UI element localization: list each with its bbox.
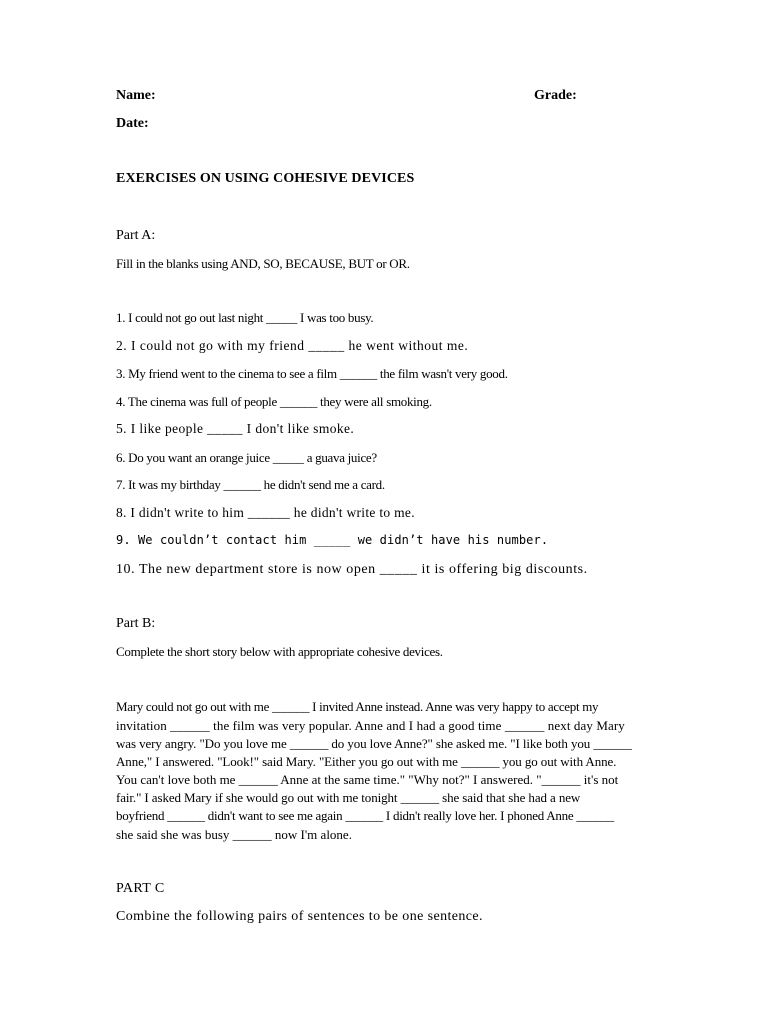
part-a-instruction: Fill in the blanks using AND, SO, BECAUSE, BUT or OR. bbox=[116, 256, 410, 271]
question-3: 3. My friend went to the cinema to see a film ______ the film wasn't very good. bbox=[116, 366, 508, 381]
part-b-instruction: Complete the short story below with appropriate cohesive devices. bbox=[116, 644, 443, 659]
part-b-heading: Part B: bbox=[116, 616, 156, 631]
part-a-heading: Part A: bbox=[116, 228, 156, 243]
worksheet-title: EXERCISES ON USING COHESIVE DEVICES bbox=[116, 171, 415, 186]
question-4: 4. The cinema was full of people ______ they were all smoking. bbox=[116, 394, 432, 409]
story-line-5: You can't love both me ______ Anne at the same time." "Why not?" I answered. "______ it's not bbox=[116, 772, 619, 787]
question-7: 7. It was my birthday ______ he didn't send me a card. bbox=[116, 477, 385, 492]
part-c-instruction: Combine the following pairs of sentences to be one sentence. bbox=[116, 909, 483, 924]
story-line-6: fair." I asked Mary if she would go out with me tonight ______ she said that she had a new bbox=[116, 790, 581, 805]
question-6: 6. Do you want an orange juice _____ a guava juice? bbox=[116, 450, 377, 465]
grade-label: Grade: bbox=[534, 88, 577, 103]
question-2: 2. I could not go with my friend _____ he went without me. bbox=[116, 338, 469, 353]
story-line-2: invitation ______ the film was very popular. Anne and I had a good time ______ next day Mary bbox=[116, 718, 625, 733]
date-label: Date: bbox=[116, 116, 149, 131]
story-line-7: boyfriend ______ didn't want to see me again ______ I didn't really love her. I phoned Anne ______ bbox=[116, 808, 614, 823]
story-line-8: she said she was busy ______ now I'm alone. bbox=[116, 827, 352, 842]
part-c-heading: PART C bbox=[116, 881, 165, 896]
story-line-3: was very angry. "Do you love me ______ do you love Anne?" she asked me. "I like both you ______ bbox=[116, 736, 632, 751]
question-1: 1. I could not go out last night _____ I was too busy. bbox=[116, 310, 374, 325]
story-line-1: Mary could not go out with me ______ I invited Anne instead. Anne was very happy to accept my bbox=[116, 699, 599, 714]
story-line-4: Anne," I answered. "Look!" said Mary. "Either you go out with me ______ you go out with Anne. bbox=[116, 754, 617, 769]
question-9: 9. We couldn’t contact him _____ we didn’t have his number. bbox=[116, 533, 549, 547]
question-8: 8. I didn't write to him ______ he didn't write to me. bbox=[116, 505, 415, 520]
question-10: 10. The new department store is now open _____ it is offering big discounts. bbox=[116, 562, 588, 577]
question-5: 5. I like people _____ I don't like smoke. bbox=[116, 421, 355, 436]
name-label: Name: bbox=[116, 88, 156, 103]
